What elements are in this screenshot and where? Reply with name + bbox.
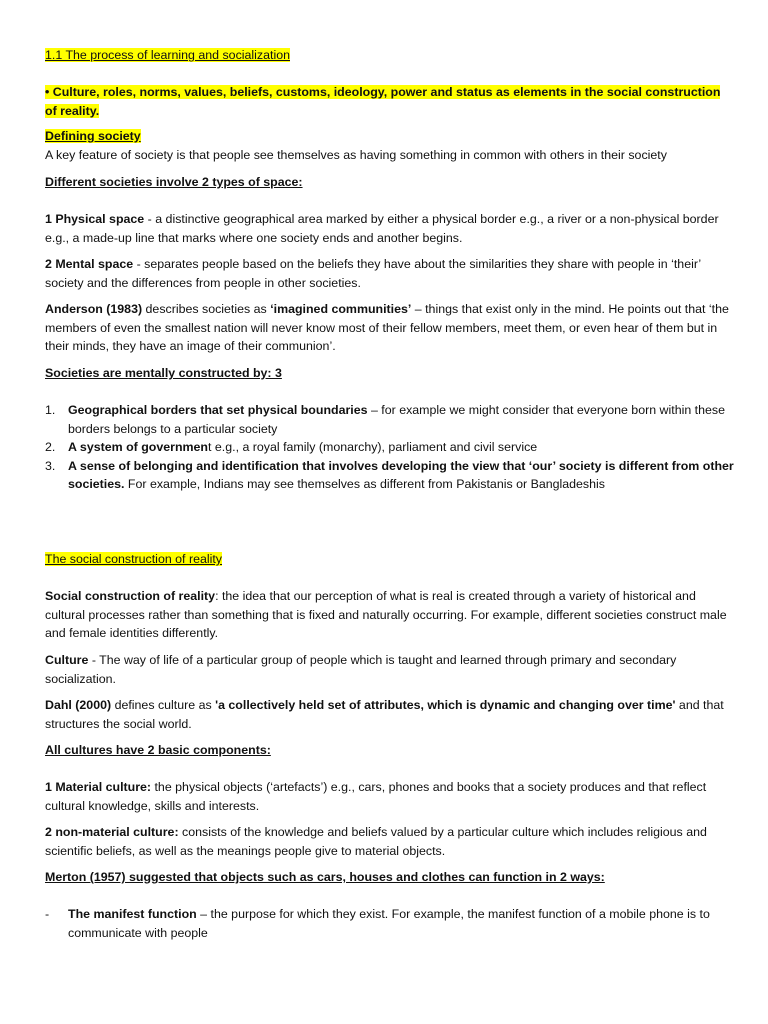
material-text: the physical objects (‘artefacts’) e.g., cars, phones and books that a society produces and that reflect cultural knowledge, skills and interests. bbox=[45, 780, 707, 813]
list-item-text: For example, Indians may see themselves as different from Pakistanis or Bangladeshis bbox=[124, 477, 605, 491]
list-item bbox=[45, 438, 735, 457]
merton-heading-text: Merton (1957) suggested that objects such as cars, houses and clothes can function in 2 ways: bbox=[45, 870, 605, 884]
defining-paragraph bbox=[45, 146, 735, 165]
space-heading-text: Different societies involve 2 types of space: bbox=[45, 175, 303, 189]
nonmaterial-label: 2 non-material culture: bbox=[45, 825, 179, 839]
physical-space-label: 1 Physical space bbox=[45, 212, 145, 226]
constructed-list bbox=[45, 401, 735, 494]
mental-space-text: - separates people based on the beliefs they have about the similarities they share with people in ‘their’ society and the differences from people in other societies. bbox=[45, 257, 701, 290]
anderson-mid: describes societies as bbox=[142, 302, 271, 316]
section2-title bbox=[45, 550, 222, 569]
anderson-quote: ‘imagined communities’ bbox=[270, 302, 412, 316]
dahl-paragraph bbox=[45, 696, 735, 733]
physical-space-text: - a distinctive geographical area marked by either a physical border e.g., a river or a non-physical border e.g., a made-up line that marks where one society ends and another begins. bbox=[45, 212, 719, 245]
list-item bbox=[45, 457, 735, 494]
dahl-text: and that structures the social world. bbox=[45, 698, 724, 731]
dahl-label: Dahl (2000) bbox=[45, 698, 112, 712]
defining-heading bbox=[45, 127, 141, 146]
material-paragraph bbox=[45, 778, 735, 815]
list-item-bold: A sense of belonging and identification that involves developing the view that ‘our’ society is different from other societies. bbox=[68, 458, 734, 491]
function-text: – the purpose for which they exist. For example, the manifest function of a mobile phone is to communicate with people bbox=[68, 907, 710, 940]
function-label: The manifest function bbox=[68, 907, 197, 921]
anderson-label: Anderson (1983) bbox=[45, 302, 143, 316]
space-heading bbox=[45, 173, 303, 192]
mental-space-paragraph bbox=[45, 255, 735, 292]
material-label: 1 Material culture: bbox=[45, 780, 152, 794]
dahl-quote: 'a collectively held set of attributes, which is dynamic and changing over time' bbox=[215, 698, 676, 712]
constructed-heading bbox=[45, 364, 282, 383]
nonmaterial-text: consists of the knowledge and beliefs valued by a particular culture which includes religious and scientific beliefs, as well as the meanings people give to material objects. bbox=[45, 825, 707, 858]
topic-bullet-text: • Culture, roles, norms, values, beliefs, customs, ideology, power and status as elements in the social construction of reality. bbox=[45, 85, 721, 118]
culture-paragraph bbox=[45, 651, 735, 688]
nonmaterial-paragraph bbox=[45, 823, 735, 860]
functions-list bbox=[45, 905, 735, 942]
list-item-text: – for example we might consider that everyone born within these borders belongs to a particular society bbox=[68, 403, 725, 436]
list-number: 1. bbox=[45, 403, 56, 417]
list-item bbox=[45, 401, 735, 438]
anderson-paragraph bbox=[45, 300, 735, 356]
list-item-text: t e.g., a royal family (monarchy), parliament and civil service bbox=[208, 440, 538, 454]
anderson-text: – things that exist only in the mind. He points out that ‘the members of even the smallest nation will never know most of their fellow members, meet them, or even hear of them but in their minds, they have an image of their communion’. bbox=[45, 302, 729, 353]
list-item-bold: Geographical borders that set physical boundaries bbox=[68, 403, 368, 417]
components-heading-text: All cultures have 2 basic components: bbox=[45, 743, 271, 757]
physical-space-paragraph bbox=[45, 210, 735, 247]
scr-paragraph bbox=[45, 587, 735, 643]
list-number: 2. bbox=[45, 440, 56, 454]
merton-heading bbox=[45, 868, 735, 887]
topic-bullet bbox=[45, 83, 735, 120]
culture-label: Culture bbox=[45, 653, 89, 667]
components-heading bbox=[45, 741, 271, 760]
scr-text: : the idea that our perception of what is real is created through a variety of historical and cultural processes rather than something that is fixed and naturally occurring. For example, different societies construct male and female identities differently. bbox=[45, 589, 727, 640]
list-number: 3. bbox=[45, 458, 56, 473]
section2-title-text: The social construction of reality bbox=[45, 552, 222, 566]
defining-text: A key feature of society is that people see themselves as having something in common with others in their society bbox=[45, 148, 667, 162]
section-title-text: 1.1 The process of learning and socialization bbox=[45, 48, 290, 62]
mental-space-label: 2 Mental space bbox=[45, 257, 134, 271]
list-item bbox=[45, 905, 735, 942]
list-dash: - bbox=[45, 907, 50, 921]
constructed-heading-text: Societies are mentally constructed by: 3 bbox=[45, 366, 282, 380]
list-item-bold: A system of governmen bbox=[68, 440, 209, 454]
culture-text: - The way of life of a particular group of people which is taught and learned through primary and secondary socialization. bbox=[45, 653, 677, 686]
defining-heading-text: Defining society bbox=[45, 129, 141, 143]
scr-label: Social construction of reality bbox=[45, 589, 216, 603]
dahl-mid: defines culture as bbox=[111, 698, 216, 712]
section-title bbox=[45, 46, 290, 65]
